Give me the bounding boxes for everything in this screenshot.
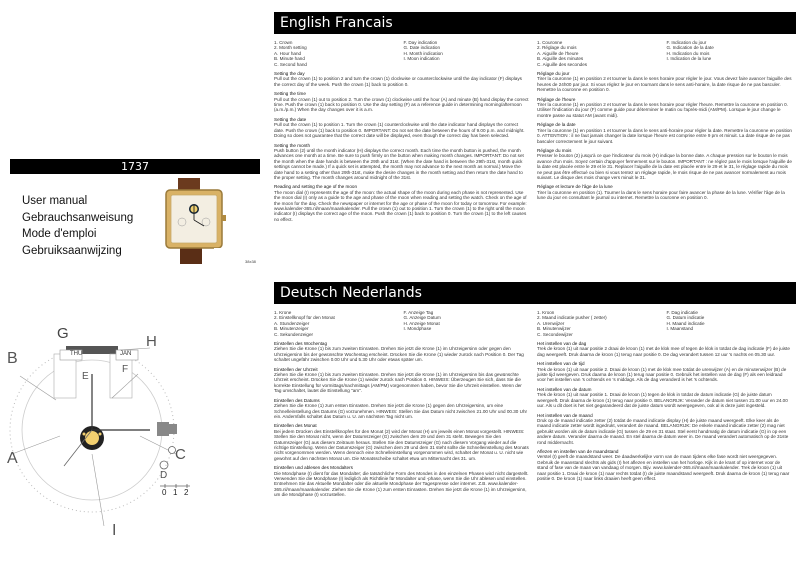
en-index-item: H. Month indication — [403, 50, 443, 56]
fr-index-item: C. Aiguille des secondes — [537, 61, 588, 67]
de-section-title: Einstellen und ablesen des Mondalters — [274, 465, 353, 471]
diagram-label-d: D — [160, 470, 168, 481]
fr-index-item: F. Indication du jour — [666, 40, 707, 45]
fr-index-item: 2. Réglage du mois — [537, 45, 577, 51]
de-section — [274, 398, 529, 420]
nl-index-item: A. Urenwijzer — [537, 320, 565, 326]
crown-position-1: 1 — [173, 488, 178, 497]
fr-section — [537, 97, 792, 119]
en-section — [274, 117, 529, 139]
de-index-item: F. Anzeige Tag — [403, 310, 434, 315]
en-index-item: I. Moon indication — [403, 56, 440, 62]
en-section-body: Push button (2) until the month indicator (H) displays the correct month. Each time the month button is pushed, the month advances one month at a time. Be sure to push firmly on the button when making month changes. IMPORTANT: Do not set the month when the date hands is between the 29th and 31st. (When the date hand is between the 29th-31st, month quick settings cannot be made.) If a quick set is attempted, the month may not advance to the next month as normal.) Move the date hand to a setting other than 29th-31st, make the desire changes in the month setting and then return the date hand to the proper setting. The month changes around midnight of the 31st. — [274, 147, 524, 180]
fr-section-body: Tirer la couronne en position (1). Tourner la dans le sens horaire pour faire avancer la phase de la lune. Vérifier l'âge de la lune du jour en consultant le journal ou internet. Remettre la couronne en position 0. — [537, 189, 785, 201]
diagram-label-f: F — [122, 364, 129, 375]
en-section-title: Setting the time — [274, 91, 306, 97]
nl-section — [537, 361, 792, 383]
de-section-body: Ziehen Sie die Krone (1) zum ersten Einrasten. Drehen Sie jetzt die Krone (1) gegen den Uhrzeigersinn, um eine Schnelleinstellung des Datums (G) vorzunehmen. HINWEIS: Stellen Sie das Datum nicht zwischen 21.00 Uhr und 00.30 Uhr ein. Andernfalls schaltet das Datum u. U. am nächsten Tag nicht um. — [274, 403, 528, 419]
en-index-item: C. Second hand — [274, 61, 307, 67]
english-francais-header — [274, 12, 796, 34]
english-francais-title: English Francais — [280, 15, 393, 31]
francais-column — [537, 40, 792, 201]
diagram-label-b: B — [7, 350, 18, 367]
en-section — [274, 143, 529, 181]
de-section-title: Einstellen des Monat — [274, 423, 317, 429]
nl-index-item: G. Datum indicatie — [666, 315, 705, 321]
fr-section — [537, 71, 792, 93]
nl-section — [537, 413, 792, 445]
manual-title-de: Gebrauchsanweisung — [22, 211, 134, 224]
fr-section-title: Réglage et lecture de l'âge de la lune — [537, 184, 613, 190]
fr-section-body: Tirer la couronne (1) en position 2 et tourner la dans le sens horaire pour régler le jour. Vous devez faire avancer l'aiguille des heures de 24h00 par jour. Si vous réglez le jour en tournant dans le sens anti-horaire, la date risque de ne pas basculer. Remettre la couronne en position 0. — [537, 76, 792, 93]
nl-section-body: Druk op de maand indicatie zetter (2) totdat de maand indicatie display (H) de juiste maand weergeeft. Elke keer als de maand indicatie zetter wordt ingedrukt, verandert de maand. BELANGRIJK: De enkele maand indicatie zetter (2) mag niet gebruikt worden als de datum indicatie (G) tussen de 29 en 31 staat. Stel eerst handmatig de datum indicatie (G) in op een andere datum. Verander daarna de maand. En stel daarna de datum weer in. De maand verandert automatisch op de 31ste rond middernacht. — [537, 417, 789, 445]
fr-index-item: G. Indication de la date — [666, 45, 714, 51]
watch-dial-diagram — [0, 326, 200, 566]
de-section — [274, 423, 529, 461]
deutsch-nederlands-header — [274, 282, 796, 304]
nl-index-item: 2. Maand indicatie pusher ( zetter) — [537, 315, 607, 321]
de-section-body: Die Mondphase (I) dient für das Mondalter; die tatsächliche Form des Mondes in den einzelnen Phasen wird nicht dargestellt. Verwenden Sie die Mondphase (I) lediglich als Richtlinie für Mondalter und -phase, wenn Sie die Uhr ablesen und einstellen. Entnehmen Sie das Aktuelle Mondalter oder die aktuelle Mondphase der Tagespresse oder internet. Z.B. www.kalender-365.nl/maan/maankalender. Ziehen Sie die Krone (1) zum ersten Einrasten. Drehen Sie jetzt die Krone (1) im Uhrzeigersinn, um die Mondphase (I) vorzustellen. — [274, 470, 529, 498]
de-index-item: I. Mondphase — [403, 326, 432, 332]
en-section — [274, 91, 529, 113]
en-section — [274, 71, 529, 87]
de-index-item: 2. Einstellknopf für den Monat — [274, 315, 335, 321]
fr-section-title: Réglage de l'heure — [537, 96, 576, 102]
fr-index-item: 1. Couronne — [537, 40, 563, 45]
de-section-body: Ziehen Sie die Krone (1) bis zum zweiten Einrasten. Drehen Sie jetzt die Krone (1) im Uhrzeigersinn oder gegen den Uhrzeigersinn bis der gewünschte Wochentag erscheint. Drücken Sie die Krone (1) wieder zurück nach Position 0. Der Tag schaltet ungefähr zwischen 0.00 Uhr und 5.30 Uhr oder etwas später um. — [274, 346, 524, 363]
fr-section-body: Presser le bouton (2) jusqu'à ce que l'indicateur du mois (H) indique la bonne date. A chaque pression sur le bouton le mois avance d'un mois. Soyez certain d'appuyer fermement sur le bouton. IMPORTANT : ne réglez pas le mois lorsque l'aiguille de la date est placée entre le 29 et le 31. Replacer l'aiguille de la date est placée entre le 29 et le 31, le réglage rapide du mois ne peut pas être effectué ou bien si vous tentez un réglage rapide, le mois risque de ne pas avancer normalement au mois suivant. Le disque des mois change vers minuit le 31. — [537, 153, 792, 180]
nl-index-item: I. Maanstand — [666, 326, 694, 332]
nl-section-body: Verstel (I) geeft de maandstand weer. De daadwerkelijke vorm van de maan tijdens elke fase wordt niet weergegeven. Gebruik de maanstand slechts als gids (I) het aflezen en instellen van het horloge. Kijk in de krant of op internet voor de stand of fase van de maan van vandaag of morgen. Bijv. www.kalender-365.nl/maan/maankalender. Trek de kroon (1) uit naar positie 1. Draai de kroon (1) naar rechts totdat (I) de juiste maandstand weergeeft. Druk daarna de kroon (1) terug naar positie 0. De kroon (1) naar links draaien heeft geen effect. — [537, 454, 790, 481]
nl-section — [537, 449, 792, 481]
fr-index-item: B. Aiguille des minutes — [537, 56, 584, 62]
en-index-item: G. Date indication — [403, 45, 441, 51]
nl-section — [537, 341, 792, 357]
en-section-title: Reading and setting the age of the moon — [274, 184, 358, 190]
diagram-label-c: C — [175, 446, 186, 463]
nl-section-body: Trek de kroon (1) uit naar positie 2. Draai de kroon (1) met de klok mee totdat de urenwijzer (A) en de minutenwijzer (B) de juiste tijd weergeven. Druk daarna de kroon (1) terug naar positie 0. Gebruik het instellen van de dag (F) als een leidraad voor het instellen van 's ochtends en 's middags. Als de dag veranderd is het 's ochtends. — [537, 366, 787, 383]
nl-index-item: 1. Kroon — [537, 310, 555, 315]
en-index-item: A. Hour hand — [274, 50, 302, 56]
en-index-item: 2. Month setting — [274, 45, 307, 51]
fr-section-title: Réglage du jour — [537, 71, 570, 77]
en-section-title: Setting the month — [274, 142, 311, 148]
fr-section — [537, 148, 792, 180]
fr-section-title: Réglage du mois — [537, 147, 572, 153]
english-column — [274, 40, 529, 222]
en-section-body: Pull out the crown (1) to position 1. Turn the crown (1) counterclockwise until the date indicator hand displays the correct date. Push the crown (1) back to position 0. IMPORTANT: Do not set the date between the hours of 9.00 p.m. and midnight. Doing so does not guarantee that the correct date will be displayed, even though the correct day has been selected. — [274, 122, 525, 139]
en-index-item: F. Day indication — [403, 40, 438, 45]
nl-section-title: Het instellen van de dag — [537, 341, 587, 347]
fr-index-item: A. Aiguille de l'heure — [537, 50, 579, 56]
fr-index-item: I. Indication de la lune — [666, 56, 712, 62]
deutsch-parts-index — [274, 310, 529, 337]
nl-index-item: F. Dag indicatie — [666, 310, 698, 315]
manual-title-nl: Gebruiksaanwijzing — [22, 244, 122, 257]
diagram-label-g: G — [57, 325, 69, 342]
manual-title-list — [22, 193, 133, 259]
crown-position-0: 0 — [162, 488, 167, 497]
date-window: JAN — [120, 351, 132, 357]
fr-section-title: Réglage de la date — [537, 122, 576, 128]
day-window: THU — [70, 351, 83, 357]
de-section-body: Bei jedem Drücken des Einstellknopfes für den Monat (2) wird der Monat (H) um jeweils einen Monat vorgestellt. HINWEIS: Stellen Sie den Monat nicht, wenn der Datumszeiger (G) zwischen dem 29 und dem 31 steht. Bewegen Sie den Datumszeiger (G) aus diesem Zeitraum heraus. Stellen Sie den Datumszeiger (G) nach diesem Vorgang wieder auf die richtige Einstellung. Wenn der Datumszeiger (G) zwischen dem 29 und dem 31 steht sollte die Schnelleinstellung des Monats nicht vorgenommen werden. Wenn dennoch eine Schnelleinstellung vorgenommen wird, schaltet der Monat u. U. nicht wie gewohnt auf den nächsten Monat um. Die Monatsscheibe schaltet etwa um Mitternacht des 31. um. — [274, 428, 529, 461]
en-section-body: Pull out the crown (1) out to position 2. Turn the crown (1) clockwise until the hour (A) and minute (B) hand display the correct time. Push the crown (1) back to position 0. Use the day setting (F) as a reference guide in determining morning/afternoon (a.m./p.m.) When the day changes over it is a.m. — [274, 96, 529, 113]
de-index-item: B. Minutenzeiger — [274, 326, 309, 332]
deutsch-column — [274, 310, 529, 498]
de-section — [274, 465, 529, 497]
nl-section-title: Aflezen en instellen van de maandstand — [537, 448, 619, 454]
de-section-title: Einstellen des Datums — [274, 397, 320, 403]
de-index-item: A. Stundenzeiger — [274, 320, 310, 326]
en-section-title: Setting the day — [274, 71, 305, 77]
nl-section — [537, 387, 792, 409]
de-section-title: Einstellen der Uhrzeit — [274, 366, 318, 372]
nl-section-title: Het instellen van de maand — [537, 412, 593, 418]
manual-title-fr: Mode d'emploi — [22, 228, 97, 240]
en-index-item: B. Minute hand — [274, 56, 305, 62]
model-bar — [10, 159, 260, 174]
nl-index-item: B. Minutenwijzer — [537, 326, 571, 332]
nl-index-item: C. Secondewijzer — [537, 331, 573, 337]
de-section — [274, 367, 529, 394]
de-section-title: Einstellen des Wochentag — [274, 341, 328, 347]
fr-section-body: Tirer la couronne (1) en position 1 et tourner la dans le sens anti-horaire pour régler la date. Remettre la couronne en position 0. ATTENTION : il ne faut jamais changer la date lorsque l'heure est comprise entre 9 pm et minuit. La date risque de ne pas basculer correctement le jour suivant. — [537, 127, 792, 144]
de-section — [274, 341, 529, 363]
diagram-label-h: H — [146, 333, 157, 350]
fr-section — [537, 122, 792, 144]
diagram-label-a: A — [7, 450, 18, 467]
watch-photo — [158, 178, 272, 268]
francais-parts-index — [537, 40, 792, 67]
english-parts-index — [274, 40, 529, 67]
en-section — [274, 184, 529, 222]
fr-index-item: H. Indication du mois — [666, 50, 710, 56]
nl-section-body: Trek de kroon (1) uit naar positie 2 draai de kroon (1) met de klok mee of tegen de klok in totdat de dag indicatie (F) de juiste dag weergeeft. Druk daarna de kroon (1) terug naar positie 0. De dag verandert tussen 12 uur 's nachts en 05.30 uur. — [537, 346, 790, 357]
en-section-body: Pull out the crown (1) to position 2 and turn the crown (1) clockwise or counterclockwise until the day indicator (F) displays the correct day of the week. Push the crown (1) back to position 0. — [274, 76, 522, 87]
nl-section-title: Het instellen van de tijd — [537, 361, 585, 367]
manual-title-en: User manual — [22, 195, 88, 207]
de-section-body: Ziehen Sie die Krone (1) bis zum zweiten Einrasten. Drehen Sie jetzt die Krone (1) im Uhrzeigersinn bis das gewünschte Uhrzeit erscheint. Drücken Sie die Krone (1) wieder zurück nach Position 0. HINWEIS: Überzeugen Sie sich, dass Sie die korrekte Einstellung für vormittags/nachmittags (AM/PM) vorgenommen haben, bevor Sie die Uhrzeit einstellen. Wenn der Tag umschaltet, lautet die Einstellung "am". — [274, 372, 522, 394]
nl-index-item: H. Maand indicatie — [666, 320, 705, 326]
fr-section-body: Tirer la couronne (1) en position 2 et tourner la dans le sens horaire pour régler l'heure. Remettre la couronne en position 0. Utiliser l'indication du jour (F) comme guide pour déterminer le matin ou l'après-midi (AM/PM). Lorsque le jour change le montre passe au statut AM (avant midi). — [537, 102, 788, 118]
deutsch-nederlands-title: Deutsch Nederlands — [280, 285, 422, 301]
de-index-item: H. Anzeige Monat — [403, 320, 440, 326]
nl-section-body: Trek de kroon (1) uit naar positie 1. Draai de kroon (1) tegen de klok in totdat de datum indicatie (G) de juiste datum weergeeft. Druk daarna de kroon (1) terug naar positie 0. BELANGRIJK: Verander de datum niet tussen 21.00 uur en 24.00 uur. Als u dit doet is het niet gegarandeerd dat de juiste datum wordt weergegeven, ook al is deze juist ingesteld. — [537, 392, 788, 409]
en-index-item: 1. Crown — [274, 40, 293, 45]
en-section-body: The moon dial (I) represents the age of the moon: the actual shape of the moon during each phase is not represented. Use the moon dial (I) only as a guide to the age and phase of the moon when reading and setting the watch. Check on the age of the moon for the day. Check the newspaper or internet for the age or phase of the moon for today or tomorrow. For example: www.kalender-365.nl/maan/maankalender. Pull the crown (1) out to position 1. Turn the crown (1) to the right until the moon indicator (I) displays the correct age of the moon. Push the crown (1) back to position 0. Turn the crown (1) to the left causes no effect. — [274, 189, 527, 222]
en-section-title: Setting the date — [274, 116, 307, 122]
nederlands-parts-index — [537, 310, 792, 337]
model-number: 1737 — [121, 160, 149, 173]
de-index-item: 1. Krone — [274, 310, 292, 315]
diagram-label-e: E — [82, 371, 89, 382]
de-index-item: C. Sekundenzeiger — [274, 331, 314, 337]
nl-section-title: Het instellen van de datum — [537, 386, 592, 392]
crown-position-2: 2 — [184, 488, 189, 497]
nederlands-column — [537, 310, 792, 481]
de-index-item: G. Anzeige Datum — [403, 315, 441, 321]
watch-caption: 38x38 — [245, 259, 256, 264]
diagram-label-i: I — [112, 522, 117, 539]
fr-section — [537, 184, 792, 200]
